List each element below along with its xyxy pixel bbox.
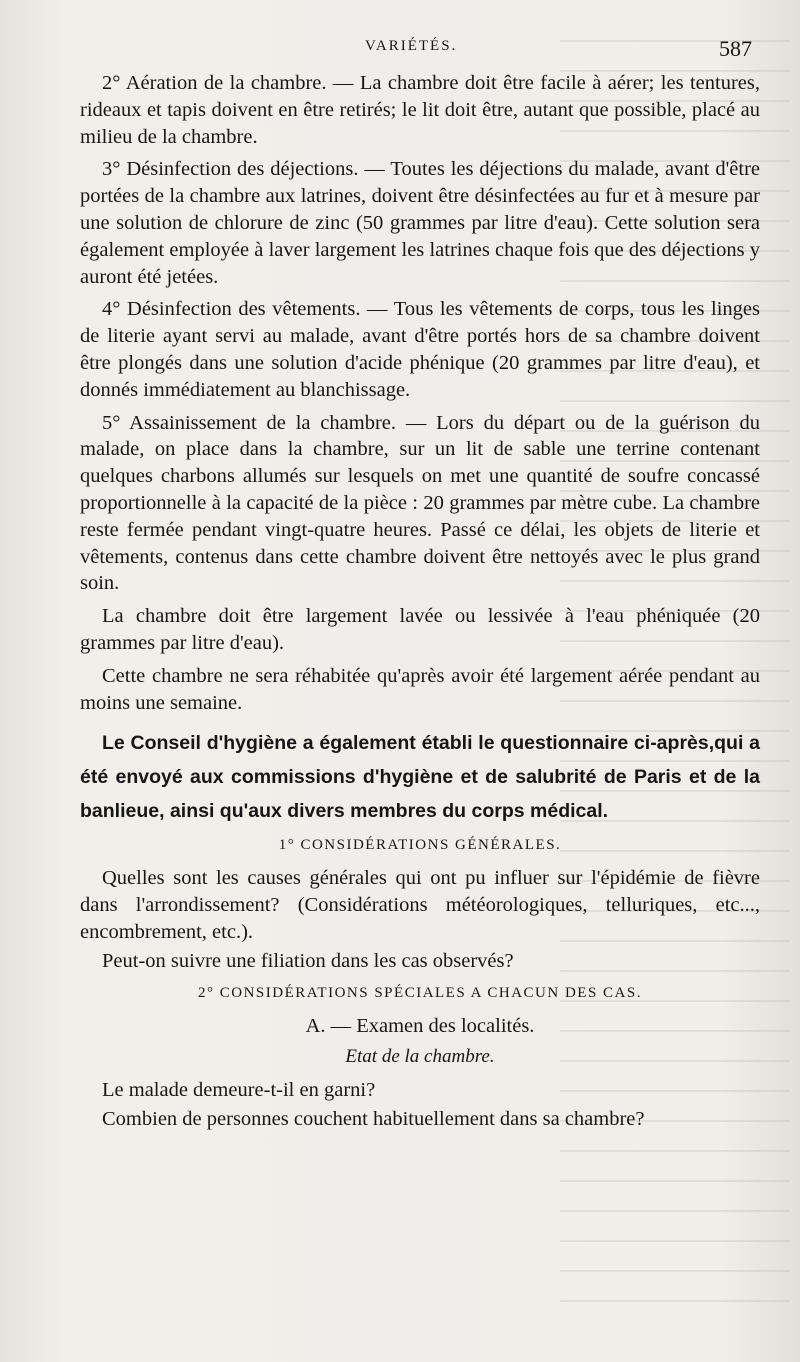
paragraph-lavage: La chambre doit être largement lavée ou lessivée à l'eau phéniquée (20 grammes par litre d'eau).: [80, 605, 760, 654]
paragraph-rehabitation: Cette chambre ne sera réhabitée qu'après avoir été largement aérée pendant au moins une semaine.: [80, 664, 760, 714]
running-head: VARIÉTÉS.: [365, 38, 458, 54]
paragraph-vetements: 4° Désinfection des vêtements. — Tous les vêtements de corps, tous les linges de literie ayant servi au malade, avant d'être portés hors de sa chambre doivent être plongés dans une solution d'acide phénique (20 grammes par litre d'eau), et donnés immédiatement au blanchissage.: [80, 298, 760, 401]
paragraph-assainissement: 5° Assainissement de la chambre. — Lors du départ ou de la guérison du malade, on place dans la chambre, sur un lit de sable une terrine contenant quelques charbons allumés sur lesquels on met une quantité de soufre concassé proportionnelle à la capacité de la pièce : 20 grammes par mètre cube. La chambre reste fermée pendant vingt-quatre heures. Passé ce délai, les objets de literie et vêtements, contenus dans cette chambre doivent être nettoyés avec le plus grand soin.: [80, 411, 760, 595]
paragraph-causes: Quelles sont les causes générales qui ont pu influer sur l'épidémie de fièvre dans l'arrondissement? (Considérations météorologiques, telluriques, etc..., encombrement, etc.).: [80, 867, 760, 943]
page-number: 587: [719, 36, 752, 61]
section-title-generales: 1° CONSIDÉRATIONS GÉNÉRALES.: [278, 837, 562, 854]
paragraph-filiation: Peut-on suivre une filiation dans les cas observés?: [102, 949, 514, 972]
paragraph-dejections: 3° Désinfection des déjections. — Toutes les déjections du malade, avant d'être portées de la chambre aux latrines, doivent être désinfectées au fur et à mesure par une solution de chlorure de zinc (50 grammes par litre d'eau). Cette solution sera également employée à laver largement les latrines chaque fois que des déjections y auront été jetées.: [80, 158, 760, 288]
page-body: [80, 70, 760, 1138]
paragraph-aeration: 2° Aération de la chambre. — La chambre doit être facile à aérer; les tentures, rideaux et tapis doivent en être retirés; le lit doit être, autant que possible, placé au milieu de la chambre.: [80, 72, 760, 148]
heading-etat-chambre: Etat de la chambre.: [345, 1045, 495, 1067]
paragraph-garni: Le malade demeure-t-il en garni?: [102, 1078, 376, 1101]
paragraph-personnes: Combien de personnes couchent habituellement dans sa chambre?: [102, 1107, 645, 1130]
paragraph-conseil: Le Conseil d'hygiène a également établi le questionnaire ci-après,qui a été envoyé aux commissions d'hygiène et de salubrité de Paris et de la banlieue, ainsi qu'aux divers membres du corps médical.: [80, 732, 760, 823]
subsection-title-localites: A. — Examen des localités.: [305, 1015, 535, 1038]
page-header: [80, 36, 780, 64]
section-title-speciales: 2° CONSIDÉRATIONS SPÉCIALES A CHACUN DES CAS.: [198, 985, 642, 1002]
